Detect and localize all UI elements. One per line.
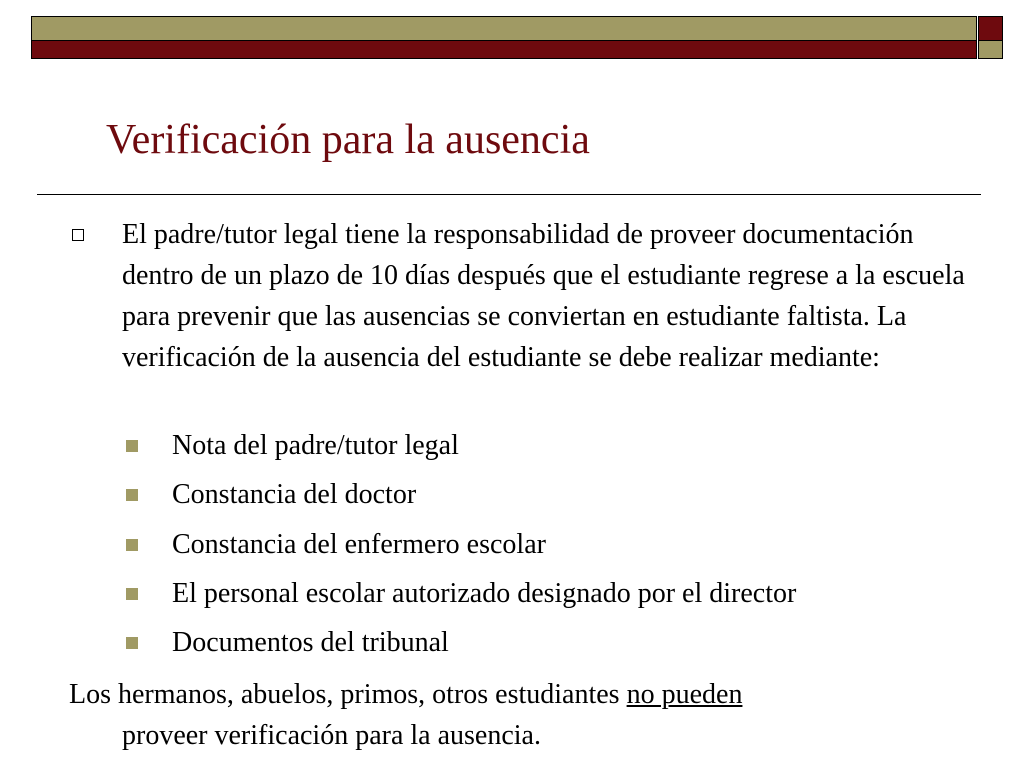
square-bullet-icon	[126, 588, 138, 600]
top-band-red-stripe	[32, 41, 976, 58]
sub-item: Nota del padre/tutor legal	[172, 430, 459, 461]
square-bullet-icon	[126, 489, 138, 501]
square-bullet-icon	[126, 440, 138, 452]
sub-item: Documentos del tribunal	[172, 627, 449, 658]
title-divider	[37, 194, 981, 195]
sub-item: Constancia del doctor	[172, 479, 417, 510]
sub-item: El personal escolar autorizado designado por el director	[172, 578, 797, 609]
square-bullet-icon	[126, 637, 138, 649]
sub-item: Constancia del enfermero escolar	[172, 529, 546, 560]
slide-title: Verificación para la ausencia	[106, 117, 590, 163]
main-paragraph: El padre/tutor legal tiene la responsabilidad de proveer documentación dentro de un plazo de 10 días después que el estudiante regrese a la escuela para prevenir que las ausencias se conviertan en estudiante faltista. La verificación de la ausencia del estudiante se debe realizar mediante:	[122, 219, 965, 373]
top-band-olive-stripe	[32, 17, 976, 41]
hollow-square-bullet-icon	[72, 229, 84, 241]
footer-underlined-text: no pueden	[626, 679, 743, 710]
top-corner-block	[978, 16, 1003, 59]
square-bullet-icon	[126, 539, 138, 551]
corner-red-stripe	[979, 17, 1002, 41]
footer-text-start: Los hermanos, abuelos, primos, otros estudiantes	[69, 679, 627, 710]
footer-note	[69, 674, 989, 756]
corner-olive-stripe	[979, 41, 1002, 58]
top-band	[31, 16, 977, 59]
footer-text-end: proveer verificación para la ausencia.	[122, 720, 541, 751]
